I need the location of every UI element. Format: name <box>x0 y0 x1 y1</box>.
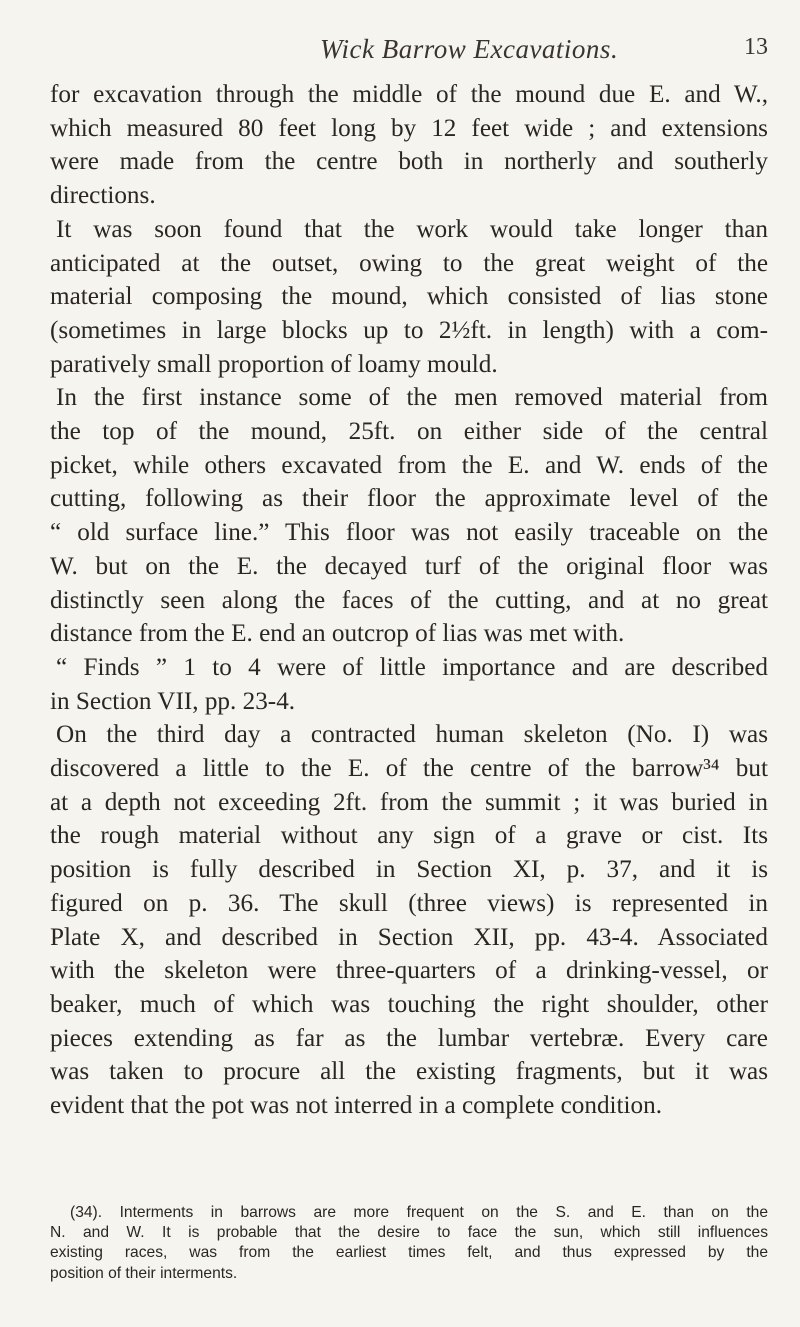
body-line: with the skeleton were three-quarters of a drinking-vessel, or <box>50 957 768 985</box>
running-head-title: Wick Barrow Excavations. <box>320 34 619 64</box>
body-line: (sometimes in large blocks up to 2½ft. in length) with a com- <box>50 316 768 344</box>
running-head <box>0 34 800 74</box>
footnote-line: N. and W. It is probable that the desire to face the sun, which still influences <box>50 1224 768 1242</box>
body-line: anticipated at the outset, owing to the great weight of the <box>50 249 768 277</box>
body-line: distance from the E. end an outcrop of lias was met with. <box>50 620 625 648</box>
body-line: figured on p. 36. The skull (three views) is represented in <box>50 889 768 917</box>
body-line: cutting, following as their floor the approximate level of the <box>50 485 768 513</box>
footnote <box>50 1203 768 1284</box>
body-line: “ Finds ” 1 to 4 were of little importance and are described <box>56 653 768 681</box>
body-line: It was soon found that the work would take longer than <box>56 215 768 243</box>
body-line: evident that the pot was not interred in a complete condition. <box>50 1092 663 1120</box>
footnote-line: (34). Interments in barrows are more frequent on the S. and E. than on the <box>70 1204 768 1221</box>
body-line: discovered a little to the E. of the centre of the barrow³⁴ but <box>50 755 768 783</box>
body-line: W. but on the E. the decayed turf of the original floor was <box>50 552 768 580</box>
body-line: for excavation through the middle of the mound due E. and W., <box>50 81 768 108</box>
body-line: the rough material without any sign of a grave or cist. Its <box>50 822 768 850</box>
body-line: paratively small proportion of loamy mould. <box>50 350 498 378</box>
body-line: picket, while others excavated from the E. and W. ends of the <box>50 451 768 479</box>
body-line: position is fully described in Section XI, p. 37, and it is <box>50 856 768 884</box>
body-line: Plate X, and described in Section XII, pp. 43-4. Associated <box>50 923 768 951</box>
body-line: material composing the mound, which consisted of lias stone <box>50 283 768 311</box>
body-line: at a depth not exceeding 2ft. from the summit ; it was buried in <box>50 788 768 816</box>
body-line: In the first instance some of the men removed material from <box>56 384 768 412</box>
body-line: beaker, much of which was touching the right shoulder, other <box>50 990 768 1018</box>
body-line: On the third day a contracted human skeleton (No. I) was <box>56 721 768 749</box>
body-line: which measured 80 feet long by 12 feet wide ; and extensions <box>50 114 768 142</box>
body-line: “ old surface line.” This floor was not easily traceable on the <box>50 519 768 547</box>
footnote-line: existing races, was from the earliest times felt, and thus expressed by the <box>50 1244 768 1262</box>
body-text <box>50 78 768 1123</box>
page-number: 13 <box>744 34 768 60</box>
body-line: directions. <box>50 182 156 210</box>
body-line: distinctly seen along the faces of the cutting, and at no great <box>50 586 768 614</box>
body-line: were made from the centre both in northerly and southerly <box>50 148 768 176</box>
body-line: was taken to procure all the existing fragments, but it was <box>50 1058 768 1086</box>
body-line: the top of the mound, 25ft. on either side of the central <box>50 418 768 446</box>
body-line: pieces extending as far as the lumbar vertebræ. Every care <box>50 1024 768 1052</box>
body-line: in Section VII, pp. 23-4. <box>50 687 296 715</box>
footnote-line: position of their interments. <box>50 1264 238 1282</box>
